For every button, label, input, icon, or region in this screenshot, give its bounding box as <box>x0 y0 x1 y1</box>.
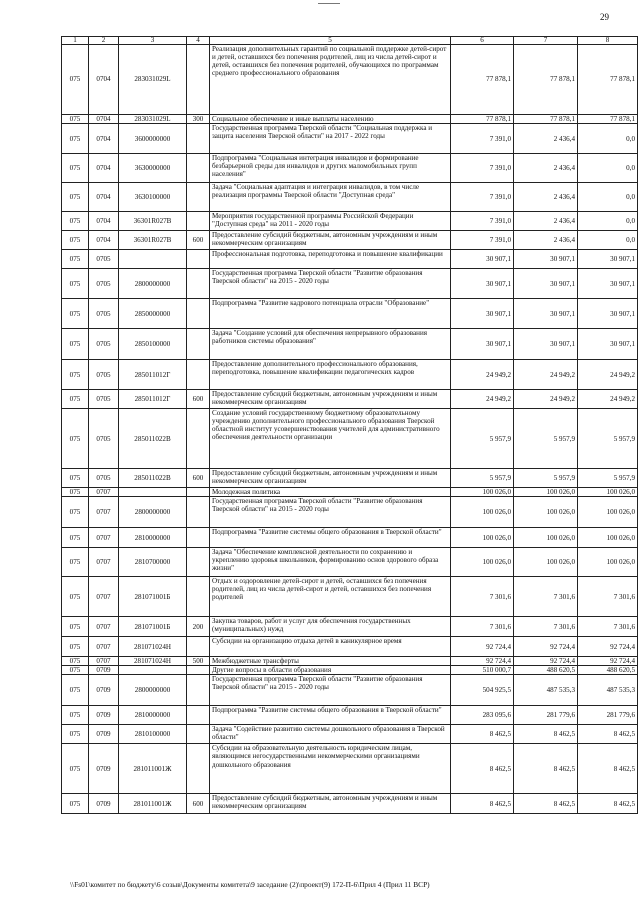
admin-code: 075 <box>62 269 89 299</box>
section-code: 0704 <box>89 124 119 154</box>
amount-col-6: 510 000,7 <box>451 666 514 675</box>
table-row <box>62 45 638 115</box>
admin-code: 075 <box>62 497 89 528</box>
item-description: Предоставление субсидий бюджетным, автономным учреждениям и иным некоммерческим организациям <box>210 794 451 814</box>
expense-type-code <box>187 528 210 548</box>
target-article-code: 2810100000 <box>119 725 187 744</box>
amount-col-7: 487 535,3 <box>514 675 578 706</box>
amount-col-7: 100 026,0 <box>514 488 578 497</box>
section-code: 0707 <box>89 548 119 577</box>
admin-code: 075 <box>62 299 89 329</box>
item-description: Государственная программа Тверской области "Развитие образования Тверской области" на 2015 - 2020 годы <box>210 497 451 528</box>
section-code: 0709 <box>89 794 119 814</box>
top-rule <box>318 3 340 4</box>
item-description: Отдых и оздоровление детей-сирот и детей, оставшихся без попечения родителей, лиц из числа детей-сирот и детей, оставшихся без попечения родителей <box>210 577 451 617</box>
amount-col-8: 24 949,2 <box>578 390 638 409</box>
item-description: Мероприятия государственной программы Российской Федерации "Доступная среда" на 2011 - 2020 годы <box>210 212 451 231</box>
target-article-code: 2800000000 <box>119 497 187 528</box>
expense-type-code <box>187 183 210 212</box>
amount-col-7: 8 462,5 <box>514 794 578 814</box>
target-article-code: 285011012Г <box>119 390 187 409</box>
amount-col-8: 30 907,1 <box>578 269 638 299</box>
item-description: Подпрограмма "Социальная интеграция инвалидов и формирование безбарьерной среды для инвалидов и других маломобильных групп населения" <box>210 154 451 183</box>
page-number: 29 <box>600 12 609 22</box>
admin-code: 075 <box>62 409 89 469</box>
admin-code: 075 <box>62 183 89 212</box>
amount-col-8: 30 907,1 <box>578 250 638 269</box>
amount-col-6: 30 907,1 <box>451 299 514 329</box>
amount-col-7: 2 436,4 <box>514 124 578 154</box>
expense-type-code <box>187 577 210 617</box>
amount-col-8: 8 462,5 <box>578 744 638 794</box>
admin-code: 075 <box>62 706 89 725</box>
expense-type-code <box>187 637 210 657</box>
amount-col-7: 5 957,9 <box>514 469 578 488</box>
target-article-code <box>119 666 187 675</box>
target-article-code: 281071024Н <box>119 657 187 666</box>
amount-col-6: 100 026,0 <box>451 548 514 577</box>
amount-col-6: 504 925,5 <box>451 675 514 706</box>
target-article-code: 2810000000 <box>119 528 187 548</box>
admin-code: 075 <box>62 45 89 115</box>
amount-col-6: 8 462,5 <box>451 725 514 744</box>
amount-col-6: 7 391,0 <box>451 231 514 250</box>
item-description: Задача "Содействие развитию системы дошкольного образования в Тверской области" <box>210 725 451 744</box>
header-cell: 1 <box>62 37 89 45</box>
item-description: Межбюджетные трансферты <box>210 657 451 666</box>
amount-col-8: 7 301,6 <box>578 577 638 617</box>
section-code: 0704 <box>89 45 119 115</box>
expense-type-code <box>187 250 210 269</box>
section-code: 0705 <box>89 360 119 390</box>
header-cell: 4 <box>187 37 210 45</box>
amount-col-7: 8 462,5 <box>514 725 578 744</box>
table-body <box>62 45 638 814</box>
admin-code: 075 <box>62 617 89 637</box>
table-row <box>62 409 638 469</box>
amount-col-7: 488 620,5 <box>514 666 578 675</box>
target-article-code: 2850000000 <box>119 299 187 329</box>
target-article-code: 3630000000 <box>119 154 187 183</box>
table-row <box>62 617 638 637</box>
amount-col-7: 100 026,0 <box>514 548 578 577</box>
target-article-code: 36301R027B <box>119 212 187 231</box>
expense-type-code <box>187 675 210 706</box>
amount-col-6: 7 391,0 <box>451 212 514 231</box>
table-row <box>62 469 638 488</box>
target-article-code: 2810000000 <box>119 706 187 725</box>
table-row <box>62 212 638 231</box>
amount-col-7: 2 436,4 <box>514 154 578 183</box>
amount-col-8: 8 462,5 <box>578 794 638 814</box>
amount-col-8: 100 026,0 <box>578 528 638 548</box>
table-row <box>62 666 638 675</box>
expense-type-code <box>187 269 210 299</box>
admin-code: 075 <box>62 360 89 390</box>
table-row <box>62 706 638 725</box>
amount-col-7: 77 878,1 <box>514 45 578 115</box>
item-description: Реализация дополнительных гарантий по социальной поддержке детей-сирот и детей, оставшихся без попечения родителей, лиц из числа детей-сирот и детей, оставшихся без попечения родителей, обучающихся по программам среднего профессионального образования <box>210 45 451 115</box>
admin-code: 075 <box>62 469 89 488</box>
item-description: Государственная программа Тверской области "Развитие образования Тверской области" на 2015 - 2020 годы <box>210 675 451 706</box>
budget-table <box>61 36 638 814</box>
item-description: Подпрограмма "Развитие системы общего образования в Тверской области" <box>210 528 451 548</box>
section-code: 0704 <box>89 231 119 250</box>
amount-col-8: 92 724,4 <box>578 657 638 666</box>
target-article-code: 285011022В <box>119 469 187 488</box>
amount-col-7: 30 907,1 <box>514 299 578 329</box>
table-row <box>62 154 638 183</box>
section-code: 0704 <box>89 115 119 124</box>
amount-col-7: 92 724,4 <box>514 657 578 666</box>
admin-code: 075 <box>62 115 89 124</box>
header-cell: 8 <box>578 37 638 45</box>
amount-col-8: 0,0 <box>578 154 638 183</box>
amount-col-8: 487 535,3 <box>578 675 638 706</box>
amount-col-7: 30 907,1 <box>514 329 578 360</box>
amount-col-7: 30 907,1 <box>514 269 578 299</box>
table-row <box>62 725 638 744</box>
amount-col-6: 100 026,0 <box>451 488 514 497</box>
table-row <box>62 183 638 212</box>
amount-col-6: 5 957,9 <box>451 469 514 488</box>
item-description: Предоставление субсидий бюджетным, автономным учреждениям и иным некоммерческим организациям <box>210 469 451 488</box>
amount-col-6: 283 095,6 <box>451 706 514 725</box>
admin-code: 075 <box>62 390 89 409</box>
amount-col-7: 2 436,4 <box>514 183 578 212</box>
table-row <box>62 115 638 124</box>
expense-type-code <box>187 124 210 154</box>
amount-col-6: 8 462,5 <box>451 794 514 814</box>
section-code: 0707 <box>89 528 119 548</box>
amount-col-8: 77 878,1 <box>578 45 638 115</box>
admin-code: 075 <box>62 794 89 814</box>
target-article-code: 3630100000 <box>119 183 187 212</box>
expense-type-code <box>187 488 210 497</box>
target-article-code: 2810700000 <box>119 548 187 577</box>
admin-code: 075 <box>62 675 89 706</box>
item-description: Социальное обеспечение и иные выплаты населению <box>210 115 451 124</box>
amount-col-7: 2 436,4 <box>514 212 578 231</box>
item-description: Другие вопросы в области образования <box>210 666 451 675</box>
table-row <box>62 124 638 154</box>
item-description: Задача "Социальная адаптация и интеграция инвалидов, в том числе реализация программы Тверской области "Доступная среда" <box>210 183 451 212</box>
target-article-code: 2800000000 <box>119 675 187 706</box>
admin-code: 075 <box>62 657 89 666</box>
table-row <box>62 329 638 360</box>
expense-type-code <box>187 45 210 115</box>
amount-col-8: 488 620,5 <box>578 666 638 675</box>
item-description: Задача "Создание условий для обеспечения непрерывного образования работников системы образования" <box>210 329 451 360</box>
amount-col-6: 24 949,2 <box>451 360 514 390</box>
amount-col-7: 5 957,9 <box>514 409 578 469</box>
amount-col-8: 77 878,1 <box>578 115 638 124</box>
amount-col-6: 30 907,1 <box>451 329 514 360</box>
table-row <box>62 637 638 657</box>
amount-col-6: 77 878,1 <box>451 115 514 124</box>
expense-type-code <box>187 154 210 183</box>
expense-type-code: 300 <box>187 115 210 124</box>
section-code: 0705 <box>89 329 119 360</box>
table-row <box>62 488 638 497</box>
amount-col-8: 24 949,2 <box>578 360 638 390</box>
target-article-code <box>119 488 187 497</box>
amount-col-6: 7 301,6 <box>451 577 514 617</box>
amount-col-6: 30 907,1 <box>451 269 514 299</box>
target-article-code: 3600000000 <box>119 124 187 154</box>
header-row <box>62 37 638 45</box>
target-article-code: 283031029L <box>119 115 187 124</box>
amount-col-7: 100 026,0 <box>514 497 578 528</box>
table-row <box>62 250 638 269</box>
amount-col-7: 8 462,5 <box>514 744 578 794</box>
target-article-code: 36301R027B <box>119 231 187 250</box>
header-cell: 7 <box>514 37 578 45</box>
target-article-code: 281071024Н <box>119 637 187 657</box>
amount-col-6: 92 724,4 <box>451 637 514 657</box>
expense-type-code <box>187 299 210 329</box>
admin-code: 075 <box>62 725 89 744</box>
expense-type-code: 600 <box>187 469 210 488</box>
expense-type-code <box>187 497 210 528</box>
amount-col-6: 92 724,4 <box>451 657 514 666</box>
section-code: 0704 <box>89 212 119 231</box>
amount-col-8: 92 724,4 <box>578 637 638 657</box>
table-row <box>62 390 638 409</box>
amount-col-8: 7 301,6 <box>578 617 638 637</box>
amount-col-8: 30 907,1 <box>578 299 638 329</box>
section-code: 0707 <box>89 657 119 666</box>
admin-code: 075 <box>62 528 89 548</box>
section-code: 0707 <box>89 637 119 657</box>
item-description: Предоставление дополнительного профессионального образования, переподготовка, повышение квалификации педагогических кадров <box>210 360 451 390</box>
admin-code: 075 <box>62 154 89 183</box>
expense-type-code: 600 <box>187 390 210 409</box>
expense-type-code <box>187 744 210 794</box>
amount-col-7: 24 949,2 <box>514 360 578 390</box>
item-description: Государственная программа Тверской области "Социальная поддержка и защита населения Тверской области" на 2017 - 2022 годы <box>210 124 451 154</box>
admin-code: 075 <box>62 666 89 675</box>
table-row <box>62 548 638 577</box>
target-article-code: 283031029L <box>119 45 187 115</box>
table-row <box>62 794 638 814</box>
table-row <box>62 299 638 329</box>
item-description: Подпрограмма "Развитие кадрового потенциала отрасли "Образование" <box>210 299 451 329</box>
section-code: 0709 <box>89 744 119 794</box>
target-article-code: 281071001Б <box>119 577 187 617</box>
expense-type-code <box>187 409 210 469</box>
amount-col-6: 77 878,1 <box>451 45 514 115</box>
amount-col-7: 24 949,2 <box>514 390 578 409</box>
table-row <box>62 528 638 548</box>
item-description: Предоставление субсидий бюджетным, автономным учреждениям и иным некоммерческим организациям <box>210 390 451 409</box>
table-row <box>62 675 638 706</box>
amount-col-8: 5 957,9 <box>578 409 638 469</box>
amount-col-8: 100 026,0 <box>578 548 638 577</box>
item-description: Подпрограмма "Развитие системы общего образования в Тверской области" <box>210 706 451 725</box>
amount-col-8: 0,0 <box>578 231 638 250</box>
amount-col-8: 0,0 <box>578 183 638 212</box>
section-code: 0709 <box>89 725 119 744</box>
section-code: 0707 <box>89 497 119 528</box>
admin-code: 075 <box>62 329 89 360</box>
admin-code: 075 <box>62 212 89 231</box>
admin-code: 075 <box>62 488 89 497</box>
header-cell: 5 <box>210 37 451 45</box>
amount-col-6: 7 391,0 <box>451 154 514 183</box>
amount-col-7: 100 026,0 <box>514 528 578 548</box>
admin-code: 075 <box>62 250 89 269</box>
item-description: Субсидии на образовательную деятельность юридическим лицам, являющимся негосударственными некоммерческими организациями дошкольного образования <box>210 744 451 794</box>
item-description: Профессиональная подготовка, переподготовка и повышение квалификации <box>210 250 451 269</box>
table-row <box>62 497 638 528</box>
expense-type-code <box>187 706 210 725</box>
target-article-code: 2850100000 <box>119 329 187 360</box>
expense-type-code <box>187 329 210 360</box>
section-code: 0704 <box>89 154 119 183</box>
admin-code: 075 <box>62 577 89 617</box>
item-description: Молодежная политика <box>210 488 451 497</box>
amount-col-8: 5 957,9 <box>578 469 638 488</box>
amount-col-6: 100 026,0 <box>451 497 514 528</box>
section-code: 0705 <box>89 299 119 329</box>
section-code: 0707 <box>89 577 119 617</box>
amount-col-7: 2 436,4 <box>514 231 578 250</box>
admin-code: 075 <box>62 637 89 657</box>
amount-col-7: 7 301,6 <box>514 577 578 617</box>
expense-type-code: 600 <box>187 231 210 250</box>
section-code: 0704 <box>89 183 119 212</box>
expense-type-code <box>187 725 210 744</box>
target-article-code: 285011022В <box>119 409 187 469</box>
section-code: 0705 <box>89 409 119 469</box>
amount-col-8: 100 026,0 <box>578 497 638 528</box>
amount-col-6: 100 026,0 <box>451 528 514 548</box>
item-description: Задача "Обеспечение комплексной деятельности по сохранению и укреплению здоровья школьников, формированию основ здорового образа жизни" <box>210 548 451 577</box>
amount-col-8: 0,0 <box>578 212 638 231</box>
section-code: 0705 <box>89 269 119 299</box>
amount-col-7: 7 301,6 <box>514 617 578 637</box>
target-article-code <box>119 250 187 269</box>
admin-code: 075 <box>62 744 89 794</box>
table-row <box>62 744 638 794</box>
target-article-code: 2800000000 <box>119 269 187 299</box>
table-row <box>62 231 638 250</box>
header-cell: 3 <box>119 37 187 45</box>
table-row <box>62 269 638 299</box>
amount-col-6: 7 391,0 <box>451 183 514 212</box>
target-article-code: 281071001Б <box>119 617 187 637</box>
header-cell: 6 <box>451 37 514 45</box>
amount-col-6: 5 957,9 <box>451 409 514 469</box>
admin-code: 075 <box>62 124 89 154</box>
header-cell: 2 <box>89 37 119 45</box>
amount-col-7: 30 907,1 <box>514 250 578 269</box>
item-description: Закупка товаров, работ и услуг для обеспечения государственных (муниципальных) нужд <box>210 617 451 637</box>
target-article-code: 281011001Ж <box>119 794 187 814</box>
amount-col-8: 30 907,1 <box>578 329 638 360</box>
amount-col-6: 8 462,5 <box>451 744 514 794</box>
item-description: Государственная программа Тверской области "Развитие образования Тверской области" на 2015 - 2020 годы <box>210 269 451 299</box>
section-code: 0709 <box>89 675 119 706</box>
expense-type-code: 500 <box>187 657 210 666</box>
expense-type-code <box>187 548 210 577</box>
amount-col-7: 77 878,1 <box>514 115 578 124</box>
target-article-code: 281011001Ж <box>119 744 187 794</box>
amount-col-8: 281 779,6 <box>578 706 638 725</box>
amount-col-6: 7 391,0 <box>451 124 514 154</box>
amount-col-6: 24 949,2 <box>451 390 514 409</box>
admin-code: 075 <box>62 548 89 577</box>
expense-type-code <box>187 212 210 231</box>
section-code: 0705 <box>89 469 119 488</box>
expense-type-code: 600 <box>187 794 210 814</box>
expense-type-code <box>187 666 210 675</box>
table-row <box>62 657 638 666</box>
item-description: Субсидии на организацию отдыха детей в каникулярное время <box>210 637 451 657</box>
section-code: 0709 <box>89 666 119 675</box>
amount-col-6: 30 907,1 <box>451 250 514 269</box>
section-code: 0705 <box>89 250 119 269</box>
amount-col-6: 7 301,6 <box>451 617 514 637</box>
table-row <box>62 360 638 390</box>
expense-type-code <box>187 360 210 390</box>
amount-col-8: 100 026,0 <box>578 488 638 497</box>
section-code: 0707 <box>89 488 119 497</box>
section-code: 0709 <box>89 706 119 725</box>
target-article-code: 285011012Г <box>119 360 187 390</box>
section-code: 0707 <box>89 617 119 637</box>
section-code: 0705 <box>89 390 119 409</box>
expense-type-code: 200 <box>187 617 210 637</box>
file-path-footer: \\Fs01\комитет по бюджету\6 созыв\Документы комитета\9 заседание (2)\проект(9) 172-П-6\Прил 4 (Прил 11 ВСР) <box>70 880 430 889</box>
item-description: Создание условий государственному бюджетному образовательному учреждению дополнительного профессионального образования Тверской областной институт усовершенствования учителей для административного обеспечения деятельности организации <box>210 409 451 469</box>
amount-col-8: 8 462,5 <box>578 725 638 744</box>
admin-code: 075 <box>62 231 89 250</box>
amount-col-8: 0,0 <box>578 124 638 154</box>
item-description: Предоставление субсидий бюджетным, автономным учреждениям и иным некоммерческим организациям <box>210 231 451 250</box>
amount-col-7: 92 724,4 <box>514 637 578 657</box>
table-row <box>62 577 638 617</box>
amount-col-7: 281 779,6 <box>514 706 578 725</box>
